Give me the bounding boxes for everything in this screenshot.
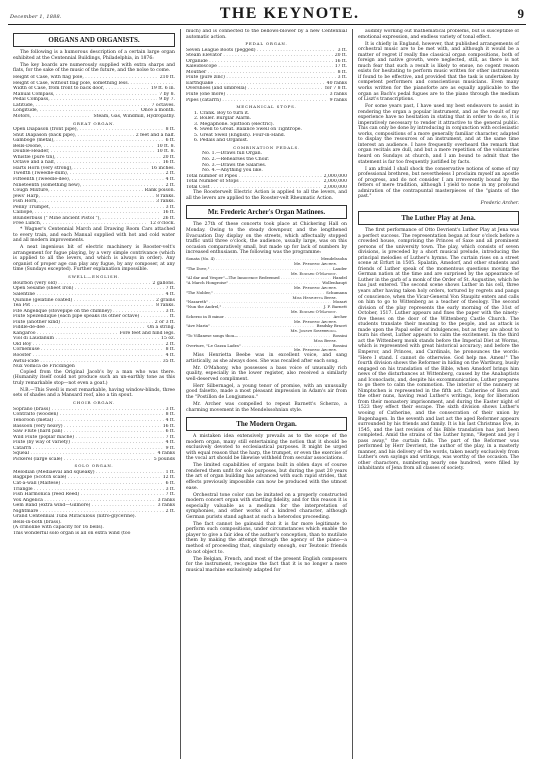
stop-value: 7 ft. [165,492,175,498]
stop-value: 12 ft. [162,475,175,481]
composer: J. F. Barnett [323,305,347,310]
intro-paragraph: The following is a humorous description of a certain large organ exhibited at the Centennial Buildings, Philadelphia, in 1876: [13,50,175,61]
omahony-paragraph: Mr. O'Mahony, who possesses a bass voice of unusually rich quality, especially in the lower register, also received a similarly well-deserved compliment. [186,365,347,382]
modern-organ-paragraph: The Belgian, French, and most of the present English composers for the instrument, recognize the fact that it is no longer a mere musical machine exclusively adapted for [186,556,347,573]
composer: Mozart [332,300,347,305]
stop-value: 19 ft. 6 in. [150,86,175,92]
stop-name: Squeal . . . [13,451,156,457]
stop-value: 12 o'clock. [150,221,175,227]
piece: "To Villanese songs thou— . . . [186,334,331,339]
stop-value: 6 ft. [165,138,175,144]
continued-text: much) and is connected to the bellows-blower by a new Centennial automatic action. [186,29,347,40]
matinees-heading: Mr. Frederic Archer's Organ Matinees. [186,205,347,219]
choir-organ-label: CHOIR ORGAN. [72,400,116,406]
performer: Mr. Frederic Archer. [293,260,337,266]
stop-value: for 7 8 ft. [325,86,347,92]
stop-name: Cough Mixture, . . . [13,188,143,194]
stop-value: 2,000,000 [323,173,347,179]
stop-name: Longitude, . . . [13,108,139,114]
columns [8,29,526,759]
stop-value: 10 ft. 8. [156,149,175,155]
stop-value: 2,000,000 [323,184,347,190]
stop-name: Viol di Laudanum . . . [13,336,159,342]
stop-name: Quinine (gelatine coated) . . . [13,298,154,304]
piece: "The Nobler," . . . [186,291,324,296]
issue-date: December 1, 1888. [10,14,62,20]
stop-value: 2 gallons. [152,280,175,286]
stop-name: Organide . . . [186,59,333,65]
tail-line: Grand Centennial Tuba Miraculous (nitro-glycerine). [13,514,137,520]
stop-value: 6 ft. [165,481,175,487]
stop-name: Blunderbuss (" Mine ancient Pistol "), . . . [13,216,161,222]
stop-name: Flute (by way of variety) . . . [13,440,164,446]
stop-value: 16 ft. [162,423,175,429]
column-2 [180,29,352,759]
nux-vomica-line: Nux Vomica de Fricdingen [13,364,75,370]
stop-name: Motors, . . . [13,114,91,120]
stop-name: Gem Band (extra wind—Gilmore) . . . [13,503,156,509]
combination-pedal: No. 1.—Draws full Organ. [202,151,263,157]
stop-name: Free Lunch, . . . [13,221,148,227]
stop-name: Fife Angelique (stovepipe on the chimney) . . . [13,309,164,315]
combination-pedals [186,151,347,173]
copied-paragraph: Copied from the Original Jacob's by a man who was there. (Humanity itself could not produce such an un-earthly tone as this truly remarkable stop—not even a goat.) [13,369,175,386]
piece: "Nun the Andrel," . . . [186,305,322,310]
performer: Mr. Frederic Archer. [293,284,337,290]
stop-name: Fish Harmonica (reed Reed) . . . [13,492,164,498]
composer: Archer [333,314,347,319]
stop-value: 17 ft. [334,64,347,70]
article-paragraph: I am afraid I shall shock the conservative notions of some of my professional brethren, but nevertheless I proclaim myself an apostle of progress, and do not consider I am irreverently bound by the fetters of mere tradition, although I yield to none in my profound admiration of the contrapuntal masterpieces of the "giants of the past." [358,166,519,200]
stop-name: Rooster . . . [13,353,164,359]
stop-name: Nineteenth (something new), . . . [13,183,164,189]
stop-value: 7 ft. [165,286,175,292]
stop-value: 2 or 3 ft. [154,319,175,325]
stop-value: 2 ft. [165,341,175,347]
stop-value: 4 ft. [165,352,175,358]
stop-value: 7 ft. [165,434,175,440]
masthead [8,5,526,25]
stop-value: 10 ft. 8. [156,143,175,149]
stop-name: Height of Case, with flag pole, . . . [13,75,158,81]
stop-name: Bassoon (very heavy) . . . [13,424,161,430]
stop-value: 8 ranks. [156,303,175,309]
tail-line: (A crinoline with capacity for 16 bells). [13,525,104,531]
stop-value: 3 ranks [329,92,347,98]
piece: "The Dove," . . . [186,267,331,272]
stop-value: 4 ft. [165,177,175,183]
mechanical-stop: 6. Pedals and Organist. [194,138,249,144]
composer: Rossini [332,333,347,338]
stop-name: Flute Spezendique (each pipe speaks its other octave) . . . [13,314,168,320]
performer: Mr. Edward O'Mahony. [290,270,337,276]
stop-value: 4 ft. [165,440,175,446]
stop-value: 4 ft. [165,418,175,423]
stop-name: Double-Header, . . . [13,149,155,155]
stop-value: 20 ft. [334,53,347,59]
composer: Rossini [332,343,347,348]
electric-action-paragraph: The Roosterwelt Electric Action is applied to all the levers, and all the levers are applied to the Rooster-velt Rheumatic Action. [186,190,347,201]
stop-name: Open Sesame (sheet iron) . . . [13,286,164,292]
stop-name: Height of Case, without flag pole, something less. . . . [13,81,173,87]
stop-value: 2 grains [155,297,175,303]
stop-value: 26 ft. [162,215,175,221]
stop-name: Total Cost . . . [186,185,322,191]
stop-row [186,98,347,104]
stop-value: 20 ft. [162,154,175,160]
swell-organ-stops [13,281,175,364]
stop-name: Pedal Compass, . . . [13,97,157,103]
stop-value: 2 ft. [165,508,175,514]
stop-name: Fiddle-de-dee . . . [13,325,145,331]
mechanical-stops-label: MECHANICAL STOPS. [236,104,297,110]
piece: "Al dar and Vesper"—The Innocence Redeemed . . . [186,276,331,281]
combination-pedal: No. 3.—Draws the Salaries. [202,162,267,168]
stop-name: Saw Flute (hard pan) . . . [13,429,164,435]
stop-name: Octave and a half, . . . [13,160,161,166]
performer: Mr. Frederic Archer. [293,347,337,353]
stop-value: 2,000,000 [323,179,347,185]
stop-name: Open Diapason (front pipe), . . . [13,127,164,133]
stop-name: Width of Case, from front to back door, . . . [13,86,149,92]
article-paragraph: It is chiefly in England, however, that published arrangements of orchestral music are to be met with, and although it would be a matter of regret if really fine classical organ compositions, both of foreign and native growth, were neglected, still, as there is not much fear that such a result is likely to ensue, no cogent reason exists for hesitating to perform music written for other instruments if found to be effective, and provided that the task is undertaken by competent performers and conscientious musicians. Even many works written for the pianoforte are as equally applicable to the organ as Bach's pedal fugues are to the piano through the medium of Liszt's transcriptions. [358,41,519,103]
performer: Mr. Frederic Archer. [293,318,337,324]
stop-name: Triangle . . . [13,487,164,493]
stop-value: ft. [169,314,175,320]
stop-value: 3 ranks [157,497,175,503]
stop-name: Harts Horn (very strong), . . . [13,166,149,172]
stop-name: Old Boy . . . [13,342,164,348]
stop-value: 210 ft. [159,75,175,81]
silbernagel-paragraph: Herr Silbernagel, a young tenor of promise, with an unusually good falsetto, made a most pleasant impression in Adam's air from the "Postillon de Longjumeau." [186,383,347,400]
stop-value: 5 pounds [153,456,175,462]
stop-value: 3 ft. [337,75,347,81]
performer: Miss Henrietta Beebe. [292,294,337,300]
modern-organ-paragraph: A mistaken idea extensively prevails as to the scope of the modern organ, many still entertaining the notion that it should be exclusively devoted to ecclesiastical purposes. It might be urged with equal reason that the harp, the trumpet, or even the exercise of the vocal art should be likewise withheld from secular associations. [186,434,347,462]
stop-value: 1 ft. [165,469,175,475]
stop-value: On a string. [147,325,175,331]
stop-value: 3 ranks [157,503,175,509]
wagner-note: * Wagner's Centennial March and Drawing Room Cars attached to every train, and each Manual supplied with hot and cold water and all modern improvements. [13,226,175,244]
stop-value: Once a month. [140,108,175,114]
choir-organ-stops [13,407,175,462]
stop-name: Calliope, . . . [13,210,161,216]
mechanical-stop: 1. Crank. Boy to turn it. [194,110,250,116]
stop-value: 8 ft. [165,347,175,353]
luther-heading: The Luther Play at Jena. [358,211,519,225]
article-paragraph: For some years past, I have used my best endeavors to assist in rendering the organ a popular instrument, and as the result of my experience have no hesitation in stating that in order to do so, it is imperatively necessary to render it attractive to the general public. This can only be done by introducing in conjunction with ecclesiastic works, compositions of a more generally familiar character, adapted to display the resources of an instrument, and at the same time interest an audience. I have frequently overheard the remark that organ recitals are dull, and but a mere repetition of the voluntaries heard on Sundays at church, and I am bound to admit that the statement is far too frequently justified by facts. [358,104,519,165]
stop-value: 4 ranks [157,451,175,457]
modern-organ-heading: The Modern Organ. [186,417,347,431]
stop-value: 9 by 7. [159,97,175,103]
stop-value: 9 ft. [165,445,175,451]
stop-name: Soprano (brass) . . . [13,407,164,413]
column-3 [352,29,524,759]
stop-name: Manual Compass, . . . [13,92,157,98]
stop-name: Tea Pot . . . [13,303,154,309]
piece: Overture, "Le Gazza Ladra" . . . [186,344,331,349]
stop-value: 9 ranks [329,97,347,103]
column-1 [8,29,180,759]
stop-name: Flute (one more) . . . [186,92,328,98]
stop-value: 35 ft. [162,358,175,364]
stop-name: Kangaroo . . . [13,331,118,337]
great-organ-stops [13,127,175,227]
stop-name: Contralto (wooden) . . . [13,412,164,418]
stop-name: Earthquake . . . [186,81,325,87]
stop-name: Seven League Boots (pegged) . . . [186,48,336,54]
stop-value: 3 ft. [165,308,175,314]
stop-name: Wild Flute (poplar mache) . . . [13,435,164,441]
performer: Miss Beebe. [313,337,337,343]
stop-value: 15 oz. [161,336,175,342]
solo-tail [13,514,175,536]
great-organ-label: GREAT ORGAN. [72,120,116,126]
pedal-organ-stops [186,48,347,103]
beebe-paragraph: Miss Henrietta Beebe was in excellent voice, and sang artistically, as she always does. She was recalled after each song. [186,353,347,364]
stop-name: Salentine . . . [13,292,164,298]
composer: Wollenhaupt [322,281,347,286]
stop-name: Cat-a-wall (Maltese) . . . [13,481,164,487]
publication-title: THE KEYNOTE. [219,5,360,22]
stop-name: Fish Horn, . . . [13,199,154,205]
tail-line: This wonderful solo organ is all on extra wind (too [13,530,131,536]
composer: Lauder [332,266,347,271]
stop-name: Latitude, . . . [13,103,150,109]
article-paragraph: audibly working out mathematical problems, but is susceptible of emotional expression, and endless variety of tonal effect. [358,29,519,40]
stop-name: Whistle (pure tin), . . . [13,155,161,161]
section-heading: ORGANS AND ORGANISTS. [13,33,175,47]
stop-name: Flute (another kind) . . . [13,320,153,326]
totals [186,174,347,191]
stop-value: 16 ft. [162,210,175,216]
stop-name: Twelfth (Tweedle-dum), . . . [13,171,164,177]
piece: Scherzo in B minor . . . [186,315,331,320]
stop-name: Bells-Doone, . . . [13,144,155,150]
stop-name: Pipes (catarrh) . . . [186,98,328,104]
tail-line: Bells-in-both (brass). [13,519,62,525]
stop-name: Steam Elevator . . . [186,53,333,59]
stop-name: Gamboge (metal), . . . [13,138,164,144]
stop-value: 7 octaves. [151,102,175,108]
mechanical-stop: 2. Boiler. Burglar Alarm. [194,116,252,122]
stop-value: 2 ft. [165,171,175,177]
solo-organ-stops [13,470,175,514]
programme [186,257,347,353]
spec-list [13,75,175,119]
matinee-paragraph: The 27th of these concerts took place at Chickering Hall on Monday. Owing to the steady downpour, and the lengthened Evacuation Day display on the streets, which affectually stopped traffic until three o'clock, the audience, usually large, was on this occasion comparatively small, but made up for lack of numbers by increased enthusiasm. The following was the programme: [186,222,347,256]
stop-value: 8 ft. [165,127,175,133]
signature: Frederic Archer. [480,201,519,207]
stop-value: 3 ft. [165,204,175,210]
mechanical-stop: 4. Swell to Great. Balance Swell on Tightrope. [194,127,302,133]
modern-organ-paragraph: Orchestral tone color can be imitated on a properly constructed modern concert organ with startling fidelity, and for this reason it is especially valuable as a medium for the interpretation of symphonies, and other works of a kindred character, although German purists stand aghast at such a heterodox proceeding. [186,492,347,520]
stop-value: 2 feet and a half. [135,132,175,138]
stop-row [13,114,175,120]
stop-value: 40 ranks [326,80,347,86]
stop-name: Catarrh . . . [13,446,164,452]
stop-value: 16 ft. [334,58,347,64]
stop-name: Mouther . . . [186,70,336,76]
stop-value: Steam, Gas, Windmill, Hydropathy. [93,114,175,120]
stop-name: Tenoroon (metal) . . . [13,418,164,424]
composer: Mendelssohn [320,257,347,262]
stop-value: 3 ft. [337,47,347,53]
combination-pedals-label: COMBINATION PEDALS. [233,144,300,150]
continued-article [358,29,519,200]
modern-organ-paragraph: The limited capabilities of organs built in olden days of course rendered them unfit for solo purposes, but during the past 20 years the art of organ building has advanced with such rapid strides, that effects previously impossible can now be produced with the utmost ease. [186,463,347,491]
nb-paragraph: N.B.—This Swell is most remarkable, having window-blinds, three sets of shades and a Mansard roof, also a tin spout. [13,387,175,399]
stop-value: 3 ft. [165,486,175,492]
stop-value: 8 ft. [165,412,175,418]
modern-organ-text [186,434,347,573]
stop-name: Jews' Harp, . . . [13,194,154,200]
stop-name: Pickerel (large scale) . . . [13,457,152,463]
stop-name: Penny Trumpet, . . . [13,205,164,211]
stop-name: Flute (pure zinc) . . . [186,75,336,81]
stop-row [13,457,175,463]
stop-value: 8 ranks. [156,193,175,199]
luther-paragraph: The first performance of Otto Devrient's Luther Play at Jena was a perfect success. The representation began at four o'clock before a crowded house, comprising the Princes of Saxe and all prominent persons of the university town. The play, which consists of seven divisions, is preceded by a short musical prelude, introducing the principal melodies of Luther's hymns. The curtain rises on a street scene at Erfurt in 1505. Spalatin, Amsdorf, and other students and friends of Luther speak of the momentous questions moving the German nation at the time and are surprised by the appearance of Luther in the garb of a monk of the Order of St. Augustine, which he has just entered. The second scene shows Luther in his cell, three years after having taken holy orders, tortured by regrets and pangs of conscience, when the Vicar-General Von Staupitz enters and calls on him to go to Wittenberg as a teacher of theology. The second division of the play represents the early morning of the 31st of October, 1517. Luther appears and fixes the paper with the ninety-five theses on the door of the Wittenberg Castle Church. The students translate their meaning to the people, and as attack is made upon the Papal seller of indulgences, but as they are about to burn his chest, Luther appears to calm the excitement. In the third act the Wittenberg monk stands before the Imperial Diet at Worms, which is represented with great historical accuracy; and before the Emperor, and Princes, and Cardinals, he pronounces the words: "Here I stand. I cannot do otherwise. God help me. Amen!" The fourth division shows the Reformer in hiding on the Wartburg, busily engaged on his translation of the Bible, when Amsdorf brings him news of the disturbances at Wittenberg, caused by the Anabaptists and Iconoclasts, and, despite his excommunication, Luther prepares to go there to calm the commotion. The interior of the nunnery at Nimptschen is represented in the fifth act. Catherine of Bora and the other nuns, having read Luther's writings, long for liberation from their monastery imprisonment, and during the Easter night of 1523 they effect their escape. The sixth division shows Luther's wooing of Catherine, and the consecration of their union by Bugenhagen. In the seventh and last act the aged Reformer appears surrounded by his friends and family. It is his last Christmas Eve, in 1545, and the last revision of his Bible translation has just been completed. Amid the strains of the Luther hymn, "Repent and joy I pass away," the curtain falls. The part of the Reformer was performed by Herr Devrient, the author of the play, in a masterly manner, and his delivery of the words, taken nearly exclusively from Luther's own sayings and writings, was worthy of the occasion. The other characters, numbering nearly one hundred, were filled by inhabitants of Jena from all classes of society. [358,227,519,472]
stop-name: Shut Diapason (back pipe), . . . [13,133,134,139]
stop-value: 16 inches. [151,165,175,171]
intro-paragraph: The key boards are numerously supplied with extra sharps and flats, for the sake of the music of the future, and the nolse to come. [13,62,175,74]
composer: Bradsky Bracet [316,324,347,329]
stop-name: Kaleidoscope . . . [186,64,333,70]
intro-paragraphs [13,50,175,74]
composer: Schumann [326,290,347,295]
stop-value: 16 ft. [162,160,175,166]
stop-value: 8 ft. [337,69,347,75]
stop-name: Vox Angelica . . . [13,498,156,504]
stop-name: Cornemuse . . . [13,347,164,353]
mechanical-stop: 3. Megaphone. Spittoon (electric). [194,121,275,127]
stop-name: Melodian (Mediaeval and squeaky) . . . [13,470,164,476]
combination-pedal: No. 2.—Rehearses the Choir. [202,157,270,163]
stop-name: Total Number of Stops . . . [186,179,322,185]
stop-name: Fifteenth (Tweedle-dee), . . . [13,177,164,183]
combination-pedal: No. 4.—Anything you like. [202,168,263,174]
stop-name: Nightmare . . . [13,509,164,515]
stop-name: Awful-icide . . . [13,359,161,365]
modern-organ-paragraph: The fact cannot be gainsaid that it is far more legitimate to perform such compositions, under circumstances which enable the player to give a fair idea of the author's conception, than to mutilate them by making the attempt through the agency of the piano—a method of proceeding that, singularly enough, our Teutonic friends do not object to. [186,521,347,555]
stop-value: 4 ft. [165,291,175,297]
stop-value: Fore feet and hind legs. [119,330,175,336]
composer: Handel [332,276,347,281]
stop-value: 6 ft. [165,429,175,435]
piece: Sonata (No. 4) . . . [186,257,319,262]
performer: Mr. Edward O'Mahony. [290,308,337,314]
pedal-organ-label: PEDAL ORGAN. [245,41,288,47]
stop-name: Total number of Pipes . . . [186,174,322,180]
stop-name: Overshoes (and umbrella) . . . [186,86,323,92]
mechanical-stops [186,111,347,144]
piece: "A March Hongroise" . . . [186,281,320,286]
page-number: 9 [517,6,524,21]
archer-paragraph: Mr. Archer was compelled to repeat Barnett's Scherzo, a charming movement in the Mendelssohnian style. [186,402,347,413]
stop-value: 2 ft. [165,182,175,188]
electric-paragraph: A neat ingenious bit of electric machinery is Rooster-velt's arrangement for fugue playing, by a very simple contrivance (which is applied to all the levers, and which is always in order). Any organist of proper age can play any fugue, by any composer, at any time (Sundays excepted). Further explanation impossible. [13,245,175,273]
stop-value: Rank poison. [144,188,175,194]
piece: "Nazareth" . . . [186,300,331,305]
stop-value: 3 ft. [165,406,175,412]
stop-name: Bourbon (very old) . . . [13,281,150,287]
piece: "Ave Maria" . . . [186,324,315,329]
stop-name: Bagpipe (Scotch scale) . . . [13,475,161,481]
luther-text [358,228,519,472]
swell-organ-label: SWELL—ENGLISH. [68,274,120,280]
mechanical-stop: 5. Great Swell (English). Four-in-Hand. [194,132,286,138]
stop-value: 3 ranks. [156,199,175,205]
solo-organ-label: SOLO ORGAN. [74,463,114,469]
stop-value: 7 by 8. [159,91,175,97]
performer: Mr. Joseph Siberbroug. [290,328,337,334]
